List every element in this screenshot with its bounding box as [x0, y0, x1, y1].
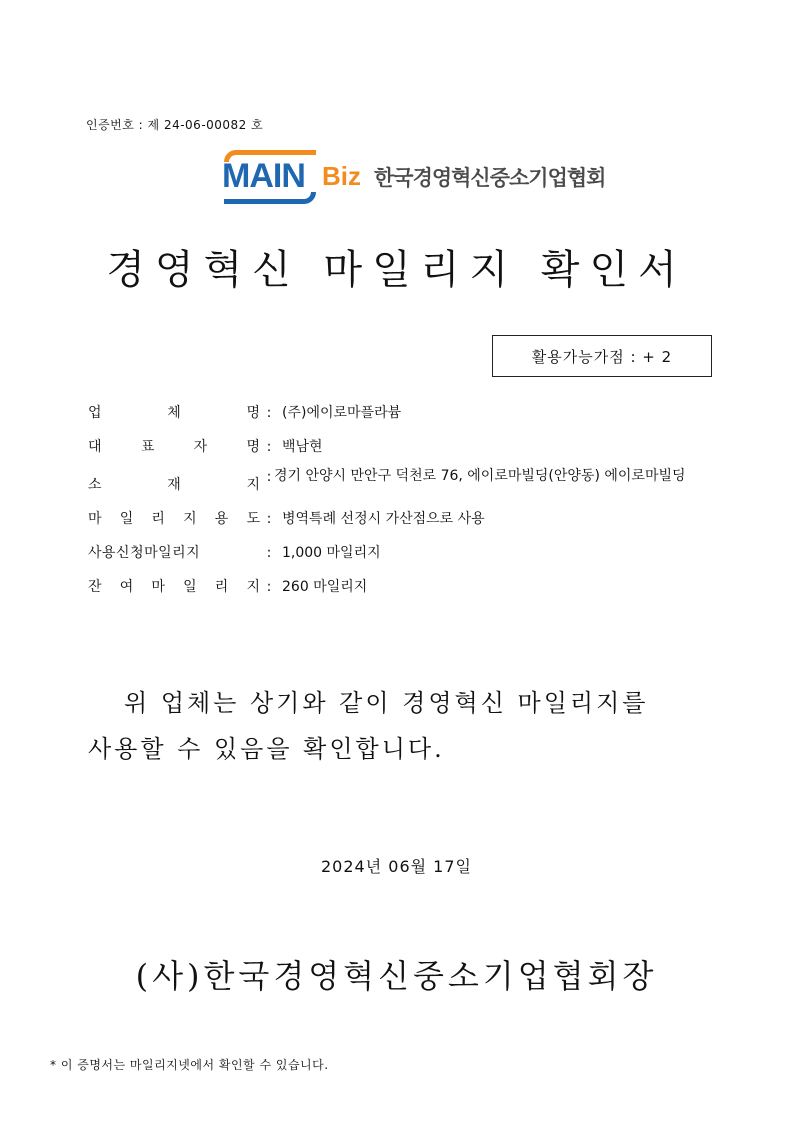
field-label: 마 일 리 지 용 도 [88, 511, 260, 527]
field-colon: : [266, 405, 272, 421]
available-points-box: 활용가능가점 : + 2 [492, 335, 712, 377]
logo-biz-text: Biz [322, 161, 361, 191]
issuer-name: (사)한국경영혁신중소기업협회장 [135, 957, 658, 995]
footnote: * 이 증명서는 마일리지넷에서 확인할 수 있습니다. [50, 1058, 329, 1072]
field-colon: : [266, 439, 272, 455]
field-label: 대 표 자 명 [88, 439, 260, 455]
issue-date: 2024년 06월 17일 [321, 857, 472, 876]
field-label: 사용신청마일리지 [88, 545, 201, 561]
field-value: 병역특례 선정시 가산점으로 사용 [282, 511, 485, 527]
logo-blue-arc [224, 192, 316, 204]
field-colon: : [266, 579, 272, 595]
certificate-number: 인증번호 : 제 24-06-00082 호 [86, 118, 264, 132]
statement-line-2: 사용할 수 있음을 확인합니다. [88, 735, 445, 763]
field-requested-mileage [88, 544, 728, 562]
field-colon: : [266, 469, 272, 485]
field-colon: : [266, 511, 272, 527]
confirmation-statement [88, 680, 718, 772]
field-representative [88, 438, 728, 456]
mainbiz-logo [222, 150, 606, 206]
field-address [88, 468, 728, 494]
field-value: 경기 안양시 만안구 덕천로 76, 에이로마빌딩(안양동) 에이로마빌딩 [274, 468, 686, 484]
field-value: 백남현 [282, 439, 323, 455]
field-value: (주)에이로마플라븀 [282, 405, 402, 421]
document-title: 경영혁신 마일리지 확인서 [106, 247, 687, 293]
field-label: 잔 여 마 일 리 지 [88, 579, 260, 595]
field-colon: : [266, 545, 272, 561]
field-label: 업 체 명 [88, 405, 260, 421]
field-usage [88, 510, 728, 528]
logo-association-name: 한국경영혁신중소기업협회 [374, 166, 606, 190]
field-value: 260 마일리지 [282, 579, 368, 595]
field-remaining-mileage [88, 578, 728, 596]
field-value: 1,000 마일리지 [282, 545, 381, 561]
field-company [88, 404, 728, 422]
statement-line-1: 위 업체는 상기와 같이 경영혁신 마일리지를 [124, 689, 649, 717]
info-fields [88, 404, 728, 612]
field-label: 소 재 지 [88, 477, 260, 493]
logo-main-text: MAIN [222, 157, 305, 195]
